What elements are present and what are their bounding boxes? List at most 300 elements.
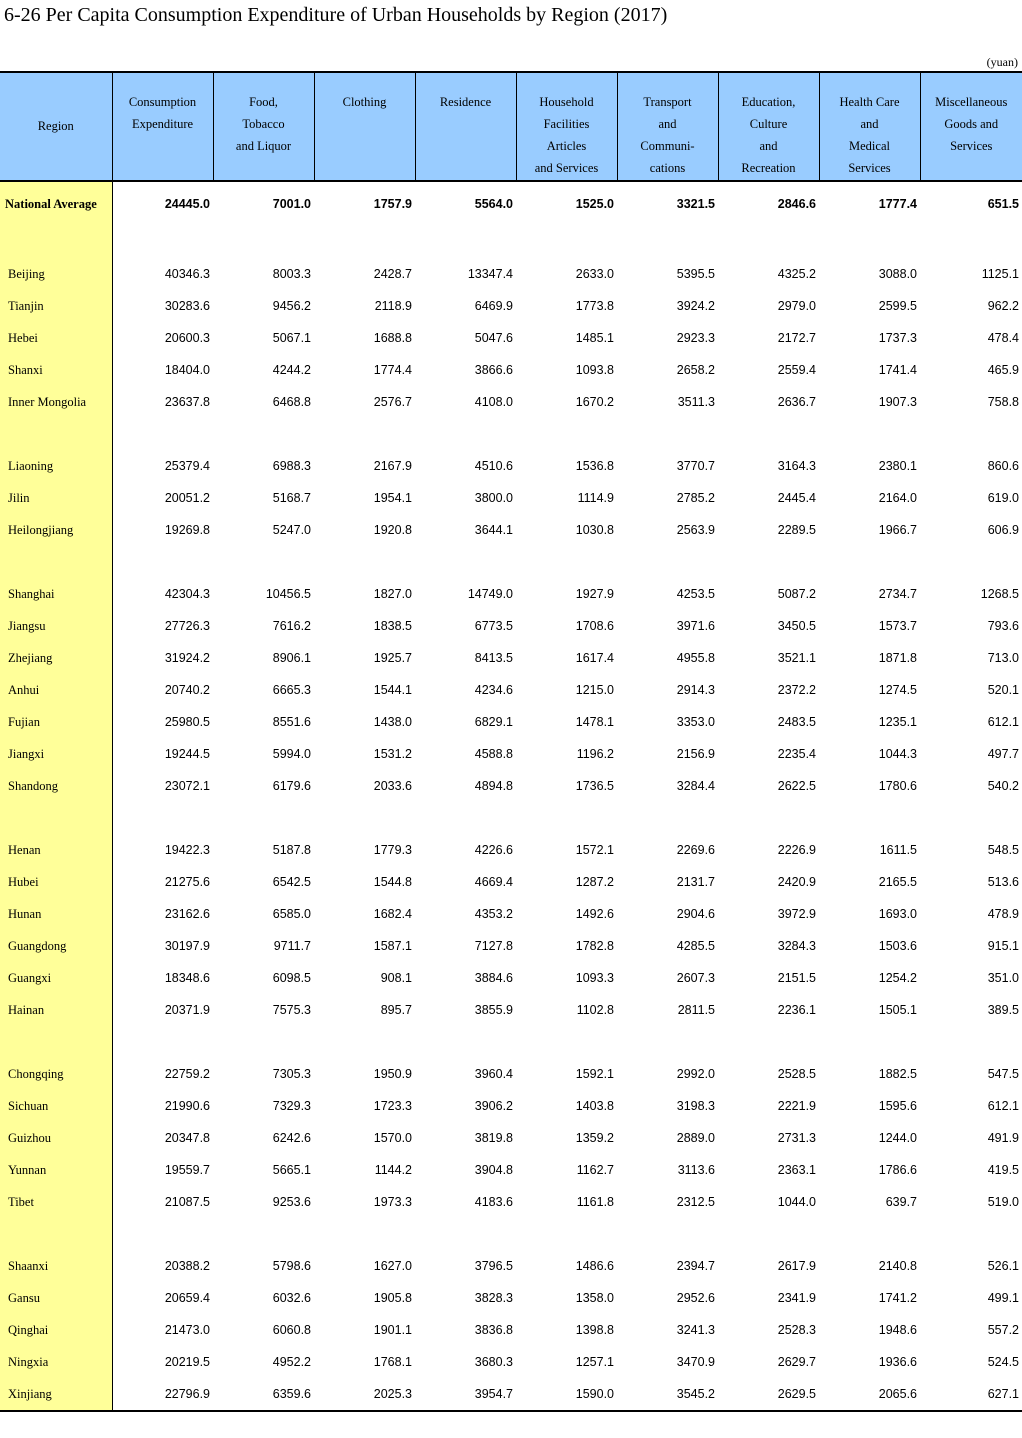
header-label-line: Goods and (944, 117, 999, 131)
value-cell: 1950.9 (373, 1067, 412, 1081)
value-cell: 1786.6 (878, 1163, 917, 1177)
value-cell: 540.2 (987, 779, 1019, 793)
header-label-line: and Liquor (235, 139, 292, 153)
value-cell: 2559.4 (777, 363, 816, 377)
value-cell: 4353.2 (474, 907, 513, 921)
header-row (0, 72, 1022, 181)
value-cell: 1215.0 (575, 683, 614, 697)
value-cell: 1966.7 (878, 523, 917, 537)
empty-cell (617, 1218, 718, 1250)
region-cell-empty (0, 1026, 112, 1058)
value-cell: 2269.6 (676, 843, 715, 857)
region-cell-empty (0, 546, 112, 578)
value-cell: 3321.5 (676, 197, 715, 211)
value-cell: 2633.0 (575, 267, 614, 281)
empty-cell (516, 546, 617, 578)
empty-cell (718, 546, 819, 578)
value-cell: 3800.0 (474, 491, 513, 505)
empty-cell (617, 546, 718, 578)
value-cell: 1486.6 (575, 1259, 614, 1273)
table-title: 6-26 Per Capita Consumption Expenditure of Urban Households by Region (2017) (4, 4, 668, 26)
value-cell: 2923.3 (676, 331, 715, 345)
value-cell: 860.6 (987, 459, 1019, 473)
value-cell: 1114.9 (577, 491, 614, 505)
value-cell: 3644.1 (474, 523, 513, 537)
value-cell: 1044.0 (777, 1195, 816, 1209)
value-cell: 1838.5 (373, 619, 412, 633)
value-cell: 1093.3 (575, 971, 614, 985)
value-cell: 19269.8 (164, 523, 210, 537)
value-cell: 21990.6 (164, 1099, 210, 1113)
value-cell: 3164.3 (777, 459, 816, 473)
value-cell: 1782.8 (575, 939, 614, 953)
header-label-line: Tobacco (242, 117, 285, 131)
value-cell: 3353.0 (676, 715, 715, 729)
value-cell: 1907.3 (878, 395, 917, 409)
table-row (0, 386, 1022, 418)
value-cell: 1244.0 (878, 1131, 917, 1145)
value-cell: 30283.6 (164, 299, 210, 313)
value-cell: 3819.8 (474, 1131, 513, 1145)
value-cell: 3836.8 (474, 1323, 513, 1337)
value-cell: 30197.9 (164, 939, 210, 953)
table-row (0, 866, 1022, 898)
group-spacer (0, 546, 1022, 578)
value-cell: 3904.8 (474, 1163, 513, 1177)
value-cell: 1257.1 (575, 1355, 614, 1369)
value-cell: 1492.6 (575, 907, 614, 921)
value-cell: 6542.5 (272, 875, 311, 889)
value-cell: 2420.9 (777, 875, 816, 889)
empty-cell (819, 546, 920, 578)
value-cell: 23162.6 (164, 907, 210, 921)
header-label-line: Culture (749, 117, 788, 131)
empty-cell (617, 802, 718, 834)
region-name: Beijing (0, 258, 112, 290)
empty-cell (415, 546, 516, 578)
value-cell: 6359.6 (213, 1378, 314, 1411)
value-cell: 7305.3 (272, 1067, 311, 1081)
value-cell: 4234.6 (474, 683, 513, 697)
value-cell: 24445.0 (164, 197, 210, 211)
region-name: Jiangsu (0, 610, 112, 642)
region-name: Inner Mongolia (0, 386, 112, 418)
value-cell: 18404.0 (164, 363, 210, 377)
table-row (0, 258, 1022, 290)
header-label-line: and (860, 117, 879, 131)
header-label-line: Facilities (543, 117, 590, 131)
empty-cell (920, 546, 1022, 578)
column-header-region (0, 72, 112, 181)
empty-cell (718, 1026, 819, 1058)
value-cell: 3884.6 (474, 971, 513, 985)
value-cell: 612.1 (987, 1099, 1019, 1113)
table-row (0, 322, 1022, 354)
column-header (617, 72, 718, 181)
value-cell: 524.5 (987, 1355, 1019, 1369)
value-cell: 1572.1 (575, 843, 614, 857)
value-cell: 1595.6 (878, 1099, 917, 1113)
region-name: Shandong (0, 770, 112, 802)
value-cell: 4226.6 (474, 843, 513, 857)
value-cell: 6665.3 (272, 683, 311, 697)
value-cell: 639.7 (885, 1195, 917, 1209)
consumption-table (0, 71, 1022, 1412)
value-cell: 1358.0 (575, 1291, 614, 1305)
value-cell: 7127.8 (474, 939, 513, 953)
value-cell: 1871.8 (878, 651, 917, 665)
value-cell: 612.1 (987, 715, 1019, 729)
value-cell: 2165.5 (878, 875, 917, 889)
table-row (0, 930, 1022, 962)
header-label-line: Household (539, 95, 594, 109)
value-cell: 1196.2 (576, 747, 614, 761)
value-cell: 520.1 (987, 683, 1019, 697)
region-name: Shanxi (0, 354, 112, 386)
table-row (0, 834, 1022, 866)
table-row (0, 994, 1022, 1026)
data-table-container (0, 71, 1022, 1412)
value-cell: 1773.8 (575, 299, 614, 313)
value-cell: 1485.1 (575, 331, 614, 345)
value-cell: 20051.2 (164, 491, 210, 505)
value-cell: 1774.4 (373, 363, 412, 377)
value-cell: 895.7 (380, 1003, 412, 1017)
header-label-line: Recreation (741, 161, 796, 175)
value-cell: 2172.7 (777, 331, 816, 345)
header-label-line: Articles (546, 139, 587, 153)
group-spacer (0, 802, 1022, 834)
header-label-line: Food, (249, 95, 278, 109)
value-cell: 619.0 (987, 491, 1019, 505)
value-cell: 4669.4 (474, 875, 513, 889)
value-cell: 2528.5 (777, 1067, 816, 1081)
value-cell: 5067.1 (272, 331, 311, 345)
value-cell: 915.1 (987, 939, 1019, 953)
value-cell: 4510.6 (474, 459, 513, 473)
value-cell: 3855.9 (474, 1003, 513, 1017)
region-name: Liaoning (0, 450, 112, 482)
value-cell: 19244.5 (164, 747, 210, 761)
value-cell: 10456.5 (265, 587, 311, 601)
value-cell: 2979.0 (777, 299, 816, 313)
value-cell: 1882.5 (878, 1067, 917, 1081)
value-cell: 499.1 (987, 1291, 1019, 1305)
empty-cell (617, 1026, 718, 1058)
group-spacer (0, 1026, 1022, 1058)
value-cell: 1503.6 (878, 939, 917, 953)
value-cell: 21087.5 (164, 1195, 210, 1209)
value-cell: 22759.2 (164, 1067, 210, 1081)
column-header (718, 72, 819, 181)
empty-cell (314, 226, 415, 258)
value-cell: 2563.9 (676, 523, 715, 537)
value-cell: 351.0 (987, 971, 1019, 985)
table-row (0, 1058, 1022, 1090)
empty-cell (920, 802, 1022, 834)
value-cell: 4955.8 (676, 651, 715, 665)
value-cell: 1592.1 (575, 1067, 614, 1081)
value-cell: 1927.9 (575, 587, 614, 601)
value-cell: 1905.8 (373, 1291, 412, 1305)
value-cell: 1827.0 (373, 587, 412, 601)
value-cell: 465.9 (987, 363, 1019, 377)
empty-cell (718, 418, 819, 450)
value-cell: 2131.7 (676, 875, 715, 889)
value-cell: 2528.3 (777, 1323, 816, 1337)
value-cell: 4108.0 (474, 395, 513, 409)
value-cell: 19559.7 (164, 1163, 210, 1177)
value-cell: 713.0 (987, 651, 1019, 665)
value-cell: 1573.7 (878, 619, 917, 633)
value-cell: 2156.9 (676, 747, 715, 761)
value-cell: 2658.2 (676, 363, 715, 377)
value-cell: 2607.3 (676, 971, 715, 985)
region-name: Guangxi (0, 962, 112, 994)
header-label-line: Region (37, 119, 74, 133)
table-row (0, 450, 1022, 482)
table-row (0, 1346, 1022, 1378)
value-cell: 2394.7 (676, 1259, 715, 1273)
column-header (314, 72, 415, 181)
region-name: Sichuan (0, 1090, 112, 1122)
value-cell: 2483.5 (777, 715, 816, 729)
value-cell: 5247.0 (272, 523, 311, 537)
empty-cell (617, 418, 718, 450)
table-row (0, 1378, 1022, 1411)
value-cell: 8906.1 (272, 651, 311, 665)
empty-cell (415, 226, 516, 258)
value-cell: 1144.2 (374, 1163, 412, 1177)
value-cell: 3971.6 (676, 619, 715, 633)
value-cell: 4952.2 (272, 1355, 311, 1369)
table-row (0, 738, 1022, 770)
header-label-line: Health Care (839, 95, 900, 109)
value-cell: 3450.5 (777, 619, 816, 633)
value-cell: 1954.1 (373, 491, 412, 505)
value-cell: 3521.1 (777, 651, 816, 665)
table-row (0, 1282, 1022, 1314)
table-row (0, 1314, 1022, 1346)
value-cell: 20659.4 (164, 1291, 210, 1305)
empty-cell (213, 1218, 314, 1250)
group-spacer (0, 418, 1022, 450)
header-label-line: cations (649, 161, 686, 175)
value-cell: 526.1 (987, 1259, 1019, 1273)
value-cell: 4244.2 (272, 363, 311, 377)
value-cell: 2226.9 (777, 843, 816, 857)
value-cell: 1525.0 (575, 197, 614, 211)
value-cell: 1359.2 (575, 1131, 614, 1145)
value-cell: 3924.2 (676, 299, 715, 313)
empty-cell (819, 418, 920, 450)
value-cell: 2312.5 (676, 1195, 715, 1209)
table-row (0, 962, 1022, 994)
value-cell: 7001.0 (272, 197, 311, 211)
value-cell: 1901.1 (373, 1323, 412, 1337)
value-cell: 5047.6 (474, 331, 513, 345)
region-name: Anhui (0, 674, 112, 706)
value-cell: 1125.1 (981, 267, 1019, 281)
value-cell: 5994.0 (272, 747, 311, 761)
value-cell: 1531.2 (373, 747, 412, 761)
value-cell: 1590.0 (516, 1378, 617, 1411)
empty-cell (819, 1218, 920, 1250)
table-row (0, 290, 1022, 322)
region-name: Zhejiang (0, 642, 112, 674)
value-cell: 1044.3 (878, 747, 917, 761)
value-cell: 2025.3 (314, 1378, 415, 1411)
region-name: Hebei (0, 322, 112, 354)
value-cell: 478.9 (987, 907, 1019, 921)
value-cell: 1973.3 (373, 1195, 412, 1209)
value-cell: 7575.3 (272, 1003, 311, 1017)
value-cell: 2445.4 (777, 491, 816, 505)
region-name: Tianjin (0, 290, 112, 322)
value-cell: 1268.5 (980, 587, 1019, 601)
empty-cell (920, 418, 1022, 450)
header-label-line: Consumption (128, 95, 197, 109)
value-cell: 3088.0 (878, 267, 917, 281)
value-cell: 5395.5 (676, 267, 715, 281)
value-cell: 27726.3 (164, 619, 210, 633)
value-cell: 1505.1 (878, 1003, 917, 1017)
value-cell: 3960.4 (474, 1067, 513, 1081)
value-cell: 419.5 (987, 1163, 1019, 1177)
empty-cell (920, 1218, 1022, 1250)
value-cell: 1161.8 (576, 1195, 614, 1209)
value-cell: 1536.8 (575, 459, 614, 473)
value-cell: 1030.8 (575, 523, 614, 537)
value-cell: 9253.6 (272, 1195, 311, 1209)
value-cell: 3470.9 (676, 1355, 715, 1369)
empty-cell (920, 226, 1022, 258)
value-cell: 3866.6 (474, 363, 513, 377)
value-cell: 22796.9 (112, 1378, 213, 1411)
value-cell: 2289.5 (777, 523, 816, 537)
column-header (213, 72, 314, 181)
header-label-line: Miscellaneous (935, 95, 1008, 109)
value-cell: 5087.2 (777, 587, 816, 601)
region-name: Tibet (0, 1186, 112, 1218)
column-header (920, 72, 1022, 181)
value-cell: 2731.3 (777, 1131, 816, 1145)
value-cell: 2904.6 (676, 907, 715, 921)
region-name: Qinghai (0, 1314, 112, 1346)
value-cell: 1438.0 (373, 715, 412, 729)
header-label-line: and (759, 139, 778, 153)
region-name: Jilin (0, 482, 112, 514)
value-cell: 2629.7 (777, 1355, 816, 1369)
value-cell: 9456.2 (272, 299, 311, 313)
value-cell: 5187.8 (272, 843, 311, 857)
empty-cell (516, 226, 617, 258)
value-cell: 3770.7 (676, 459, 715, 473)
empty-cell (112, 418, 213, 450)
value-cell: 4325.2 (777, 267, 816, 281)
table-row (0, 610, 1022, 642)
value-cell: 21473.0 (164, 1323, 210, 1337)
value-cell: 1768.1 (373, 1355, 412, 1369)
column-header (819, 72, 920, 181)
value-cell: 7329.3 (272, 1099, 311, 1113)
empty-cell (112, 1026, 213, 1058)
value-cell: 2992.0 (676, 1067, 715, 1081)
value-cell: 20371.9 (164, 1003, 210, 1017)
value-cell: 20740.2 (164, 683, 210, 697)
region-name: Guizhou (0, 1122, 112, 1154)
region-name: Chongqing (0, 1058, 112, 1090)
value-cell: 2785.2 (676, 491, 715, 505)
table-row (0, 1122, 1022, 1154)
empty-cell (314, 1218, 415, 1250)
value-cell: 2428.7 (373, 267, 412, 281)
table-row (0, 642, 1022, 674)
value-cell: 5665.1 (272, 1163, 311, 1177)
table-row (0, 674, 1022, 706)
region-name: Xinjiang (0, 1378, 112, 1411)
value-cell: 2372.2 (777, 683, 816, 697)
value-cell: 1779.3 (373, 843, 412, 857)
empty-cell (213, 546, 314, 578)
value-cell: 1741.4 (878, 363, 917, 377)
value-cell: 3241.3 (676, 1323, 715, 1337)
value-cell: 2363.1 (777, 1163, 816, 1177)
table-body (0, 181, 1022, 1411)
value-cell: 1688.8 (373, 331, 412, 345)
value-cell: 14749.0 (467, 587, 513, 601)
empty-cell (516, 802, 617, 834)
group-spacer (0, 1218, 1022, 1250)
empty-cell (516, 1218, 617, 1250)
region-name: Hainan (0, 994, 112, 1026)
value-cell: 2811.5 (677, 1003, 715, 1017)
empty-cell (112, 802, 213, 834)
value-cell: 1627.0 (373, 1259, 412, 1273)
value-cell: 1162.7 (576, 1163, 614, 1177)
value-cell: 1741.2 (878, 1291, 917, 1305)
value-cell: 1611.5 (879, 843, 917, 857)
region-name: Shanghai (0, 578, 112, 610)
value-cell: 6098.5 (272, 971, 311, 985)
table-row (0, 482, 1022, 514)
empty-cell (112, 546, 213, 578)
empty-cell (415, 1218, 516, 1250)
value-cell: 6469.9 (474, 299, 513, 313)
table-row (0, 1250, 1022, 1282)
value-cell: 2889.0 (676, 1131, 715, 1145)
empty-cell (314, 546, 415, 578)
table-row (0, 1154, 1022, 1186)
value-cell: 3198.3 (676, 1099, 715, 1113)
value-cell: 20600.3 (164, 331, 210, 345)
value-cell: 2140.8 (878, 1259, 917, 1273)
empty-cell (314, 802, 415, 834)
region-name: Hunan (0, 898, 112, 930)
empty-cell (213, 802, 314, 834)
value-cell: 2380.1 (878, 459, 917, 473)
value-cell: 2636.7 (777, 395, 816, 409)
value-cell: 6060.8 (272, 1323, 311, 1337)
value-cell: 20347.8 (164, 1131, 210, 1145)
value-cell: 2599.5 (878, 299, 917, 313)
value-cell: 2629.5 (718, 1378, 819, 1411)
value-cell: 1780.6 (878, 779, 917, 793)
value-cell: 1757.9 (373, 197, 412, 211)
value-cell: 1254.2 (878, 971, 917, 985)
value-cell: 6032.6 (272, 1291, 311, 1305)
empty-cell (718, 1218, 819, 1250)
